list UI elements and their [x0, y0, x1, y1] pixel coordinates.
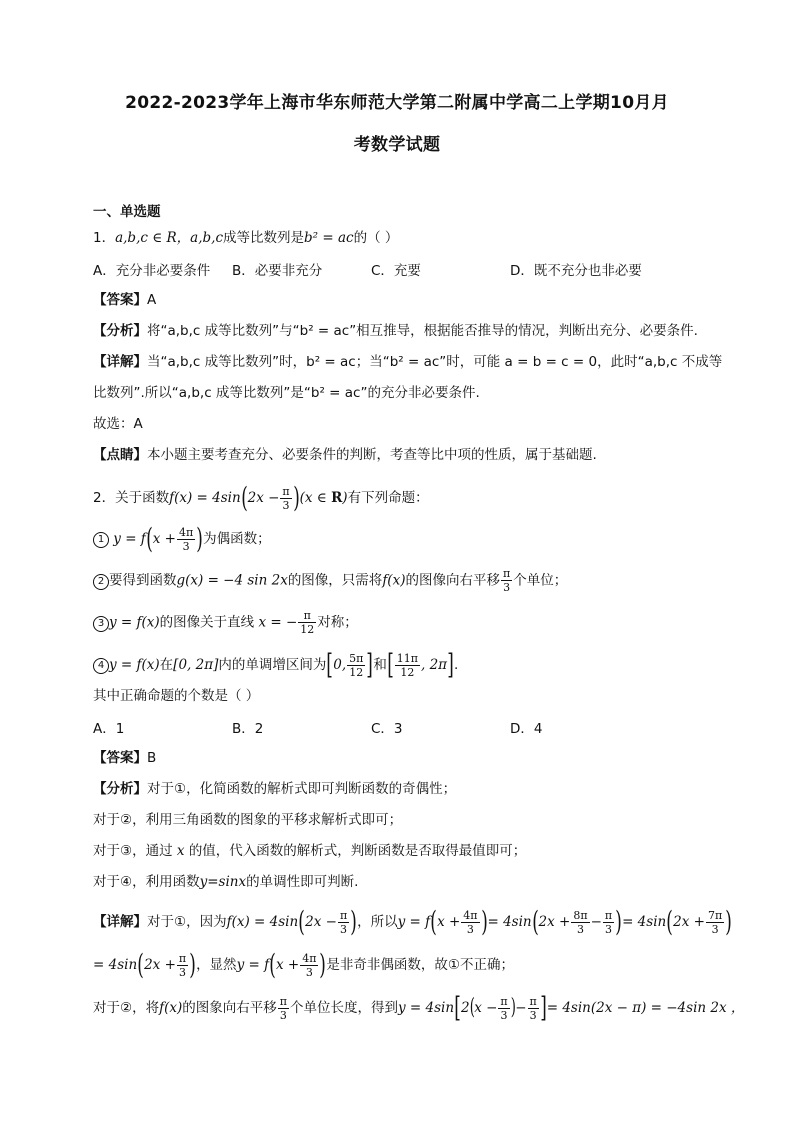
- q1-answer: 【答案】A: [93, 292, 157, 308]
- q2-proposition-2: 2 要得到函数g(x) = −4 sin 2x的图像，只需将f(x)的图像向右平移 $\frac{\pi}{3}$ 个单位；: [93, 567, 567, 594]
- q1-detail-line1: 【详解】当“a,b,c 成等比数列”时，b² = ac；当“b² = ac”时，可能 a = b = c = 0，此时“a,b,c 不成等: [93, 354, 723, 370]
- q1-option-d: D．既不充分也非必要: [510, 263, 642, 279]
- q1-detail-line2: 比数列”.所以“a,b,c 成等比数列”是“b² = ac”的充分非必要条件.: [93, 385, 480, 401]
- doc-title-line1: 2022-2023学年上海市华东师范大学第二附属中学高二上学期10月月: [125, 93, 669, 113]
- q2-option-c: C．3: [371, 721, 403, 737]
- q2-detail-line2: = 4sin(2x + $\frac{\pi}{3}$ )，显然y = f(x + $\frac{4\pi}{3}$ )是非奇非偶函数，故①不正确；: [93, 948, 515, 981]
- q2-detail-line1: 【详解】对于①，因为f(x) = 4sin(2x − $\frac{\pi}{3}$ )，所以y = f(x + $\frac{4\pi}{3}$ )= 4sin(2x + $\frac{8\pi}{3}$ − $\frac{\pi}{3}$ )= 4sin(2x + $\frac{7\pi}{3}$ ): [93, 905, 732, 938]
- q2-analysis-2: 对于②，利用三角函数的图象的平移求解析式即可；: [93, 812, 403, 828]
- q2-proposition-4: 4 y = f(x)在[0, 2π]内的单调增区间为[0, $\frac{5\pi}{12}$ ]和[ $\frac{11\pi}{12}$ , 2π].: [93, 650, 458, 680]
- q2-option-a: A．1: [93, 721, 125, 737]
- q1-option-c: C．充要: [371, 263, 421, 279]
- q2-proposition-1: 1 y = f(x + $\frac{4\pi}{3}$ )为偶函数；: [93, 524, 271, 554]
- q2-analysis-1: 【分析】对于①，化简函数的解析式即可判断函数的奇偶性；: [93, 781, 457, 797]
- q2-answer: 【答案】B: [93, 750, 157, 766]
- q1-choose: 故选：A: [93, 416, 143, 432]
- q2-stem: 2．关于函数f(x) = 4sin(2x − $\frac{\pi}{3}$ )(x ∈ R)有下列命题：: [93, 481, 429, 514]
- q2-analysis-4: 对于④，利用函数y=sinx的单调性即可判断.: [93, 874, 359, 890]
- section-heading: 一、单选题: [93, 204, 161, 220]
- q2-detail-line3: 对于②，将f(x)的图象向右平移 $\frac{\pi}{3}$ 个单位长度，得到y = 4sin[2(x − $\frac{\pi}{3}$ )− $\frac{\pi}{3}$ ]= 4sin(2x − π) = −4sin 2x ，: [93, 991, 745, 1024]
- q2-ask: 其中正确命题的个数是（ ）: [93, 688, 260, 704]
- q2-option-b: B．2: [232, 721, 264, 737]
- q1-analysis: 【分析】将“a,b,c 成等比数列”与“b² = ac”相互推导，根据能否推导的情况，判断出充分、必要条件.: [93, 323, 698, 339]
- q1-stem: 1．a,b,c ∈ R，a,b,c成等比数列是b² = ac的（ ）: [93, 230, 399, 246]
- q1-option-b: B．必要非充分: [232, 263, 323, 279]
- q2-option-d: D．4: [510, 721, 543, 737]
- q1-option-a: A．充分非必要条件: [93, 263, 211, 279]
- q2-analysis-3: 对于③，通过 x 的值，代入函数的解析式，判断函数是否取得最值即可；: [93, 843, 527, 859]
- doc-title-line2: 考数学试题: [353, 135, 441, 155]
- q2-proposition-3: 3 y = f(x)的图像关于直线 x = − $\frac{\pi}{12}$ 对称；: [93, 609, 358, 636]
- q1-comment: 【点睛】本小题主要考查充分、必要条件的判断，考查等比中项的性质，属于基础题.: [93, 447, 597, 463]
